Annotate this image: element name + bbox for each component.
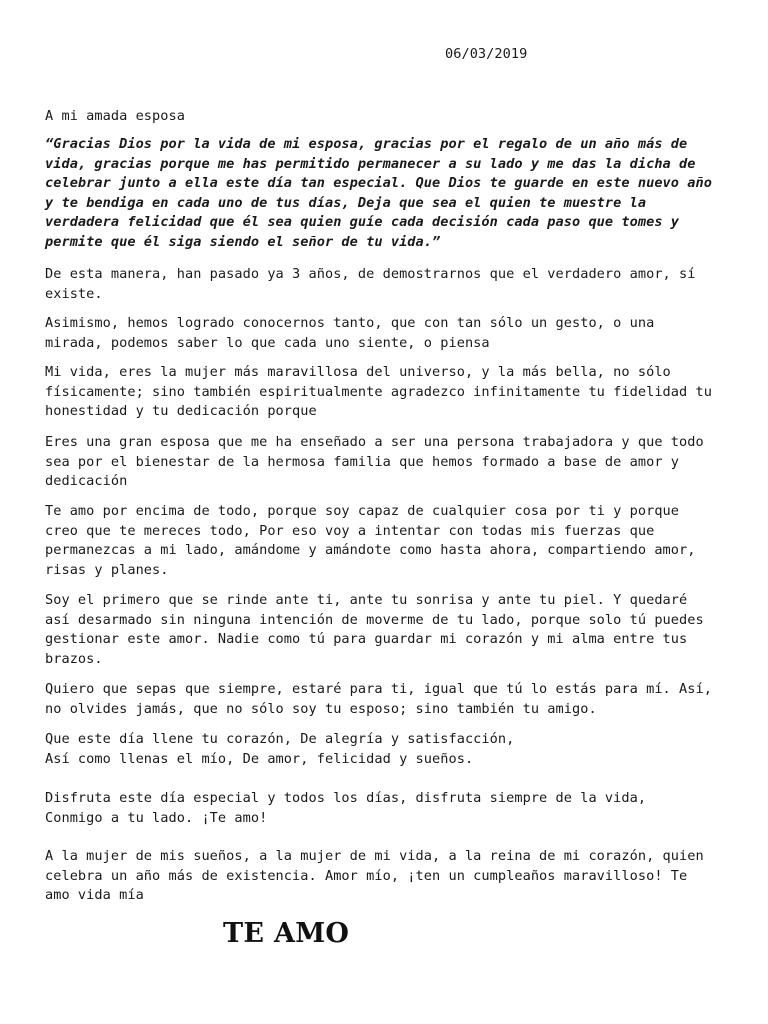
quote-line: vida, gracias porque me has permitido permanecer a su lado y me das la dicha de bbox=[45, 155, 696, 172]
paragraph-years-together bbox=[45, 265, 735, 304]
paragraph-line: Mi vida, eres la mujer más maravillosa del universo, y la más bella, no sólo bbox=[45, 364, 671, 380]
paragraph-line: risas y planes. bbox=[45, 561, 169, 578]
paragraph-line: Te amo por encima de todo, porque soy capaz de cualquier cosa por ti y porque bbox=[45, 503, 680, 519]
closing-signature: TE AMO bbox=[223, 918, 350, 949]
paragraph-line: creo que te mereces todo, Por eso voy a intentar con todas mis fuerzas que bbox=[45, 522, 655, 539]
paragraph-knowing-each-other bbox=[45, 314, 735, 353]
paragraph-line: amo vida mía bbox=[45, 887, 144, 904]
paragraph-line: Así como llenas el mío, De amor, felicidad y sueños. bbox=[45, 750, 474, 767]
paragraph-line: celebra un año más de existencia. Amor mío, ¡ten un cumpleaños maravilloso! Te bbox=[45, 867, 688, 884]
paragraph-line: así desarmado sin ninguna intención de moverme de tu lado, porque solo tú puedes bbox=[45, 611, 704, 628]
letter-date: 06/03/2019 bbox=[445, 46, 528, 62]
quote-line: verdadera felicidad que él sea quien guíe cada decisión cada paso que tomes y bbox=[45, 214, 680, 231]
paragraph-line: Soy el primero que se rinde ante ti, ante tu sonrisa y ante tu piel. Y quedaré bbox=[45, 592, 688, 608]
paragraph-love-above-all bbox=[45, 502, 735, 580]
paragraph-line: brazos. bbox=[45, 650, 103, 667]
paragraph-line: sea por el bienestar de la hermosa familia que hemos formado a base de amor y bbox=[45, 453, 680, 470]
paragraph-line: A la mujer de mis sueños, a la mujer de mi vida, a la reina de mi corazón, quien bbox=[45, 848, 704, 864]
paragraph-great-wife bbox=[45, 433, 735, 492]
paragraph-fill-your-heart bbox=[45, 730, 735, 769]
quote-line: y te bendiga en cada uno de tus días, Deja que sea el quien te muestre la bbox=[45, 194, 647, 211]
paragraph-enjoy-this-day bbox=[45, 789, 735, 828]
paragraph-line: dedicación bbox=[45, 473, 128, 490]
quote-line: permite que él siga siendo el señor de tu vida.” bbox=[45, 233, 441, 250]
paragraph-surrender bbox=[45, 591, 735, 669]
paragraph-always-there bbox=[45, 680, 735, 719]
prayer-quote bbox=[45, 135, 735, 253]
paragraph-line: físicamente; sino también espiritualmente agradezco infinitamente tu fidelidad tu bbox=[45, 383, 712, 400]
letter-greeting: A mi amada esposa bbox=[45, 108, 185, 124]
paragraph-line: Disfruta este día especial y todos los días, disfruta siempre de la vida, bbox=[45, 790, 647, 806]
paragraph-line: Conmigo a tu lado. ¡Te amo! bbox=[45, 809, 268, 826]
paragraph-line: Quiero que sepas que siempre, estaré para ti, igual que tú lo estás para mí. Así, bbox=[45, 681, 712, 697]
paragraph-line: permanezcas a mi lado, amándome y amándote como hasta ahora, compartiendo amor, bbox=[45, 542, 696, 559]
paragraph-line: Asimismo, hemos logrado conocernos tanto, que con tan sólo un gesto, o una bbox=[45, 315, 655, 331]
paragraph-most-wonderful bbox=[45, 363, 735, 422]
quote-line: celebrar junto a ella este día tan especial. Que Dios te guarde en este nuevo año bbox=[45, 175, 712, 192]
paragraph-birthday-wish bbox=[45, 847, 735, 906]
paragraph-line: De esta manera, han pasado ya 3 años, de demostrarnos que el verdadero amor, sí bbox=[45, 266, 696, 282]
paragraph-line: honestidad y tu dedicación porque bbox=[45, 403, 317, 420]
paragraph-line: no olvides jamás, que no sólo soy tu esposo; sino también tu amigo. bbox=[45, 700, 597, 717]
paragraph-line: gestionar este amor. Nadie como tú para guardar mi corazón y mi alma entre tus bbox=[45, 631, 688, 648]
paragraph-line: mirada, podemos saber lo que cada uno siente, o piensa bbox=[45, 334, 490, 351]
paragraph-line: existe. bbox=[45, 285, 103, 302]
paragraph-line: Eres una gran esposa que me ha enseñado a ser una persona trabajadora y que todo bbox=[45, 434, 704, 450]
paragraph-line: Que este día llene tu corazón, De alegría y satisfacción, bbox=[45, 731, 515, 747]
quote-line: “Gracias Dios por la vida de mi esposa, gracias por el regalo de un año más de bbox=[45, 136, 688, 152]
